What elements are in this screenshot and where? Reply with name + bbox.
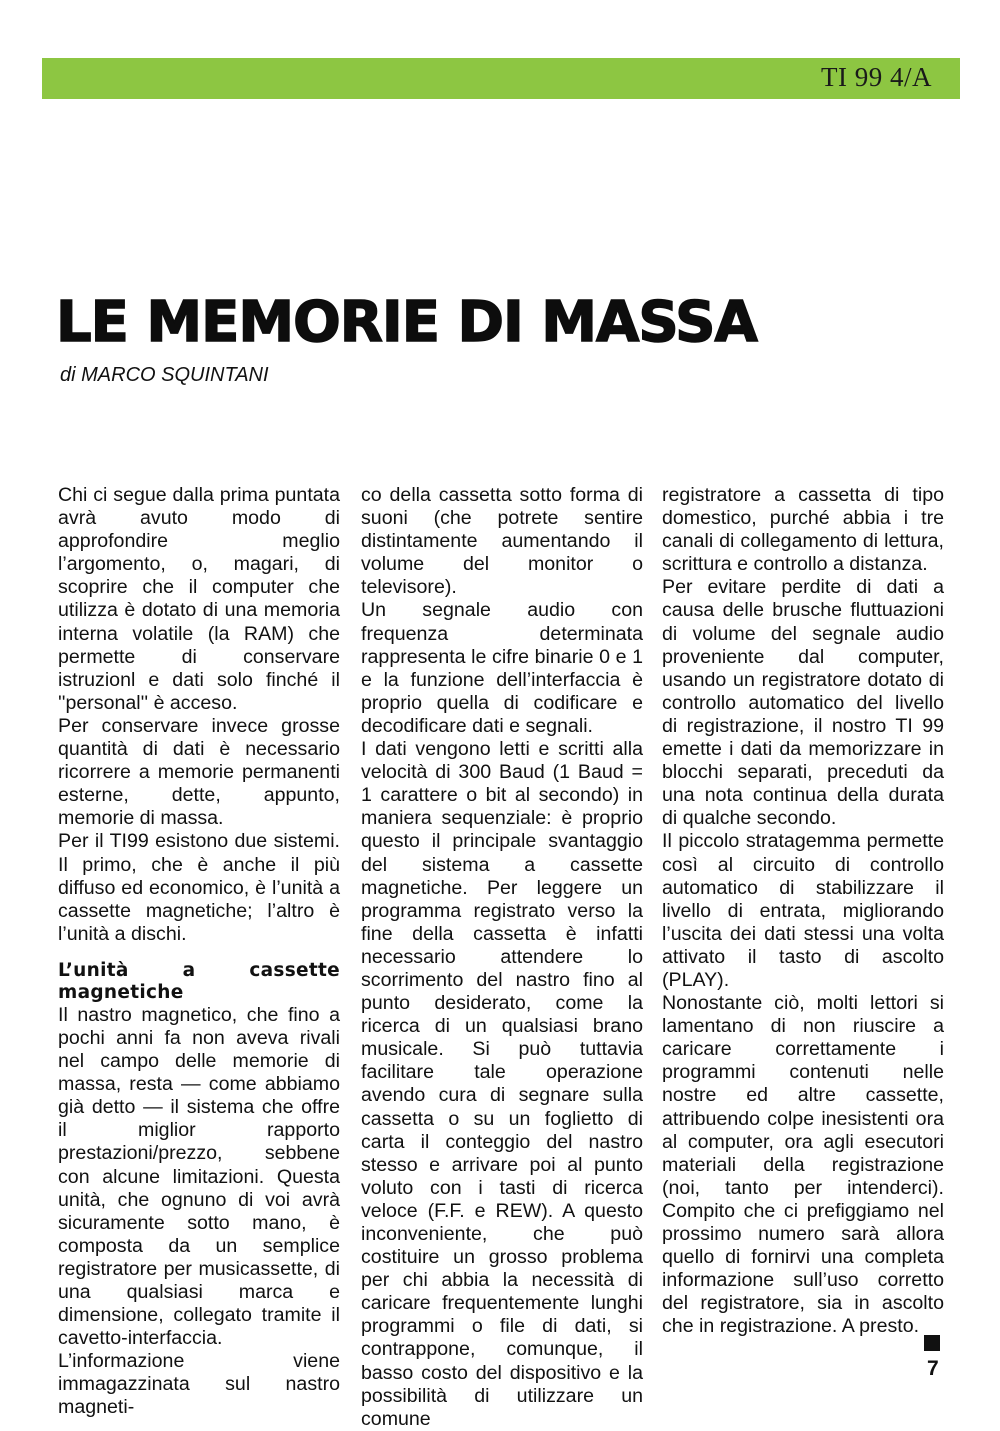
end-of-article-marker — [924, 1335, 940, 1351]
text-column-1 — [58, 484, 340, 1420]
header-band — [42, 58, 960, 99]
paragraph: Chi ci segue dalla prima puntata avrà avuto modo di approfondire meglio l’argomento, o, magari, di scoprire che il computer che utilizza è dotato di una memoria interna volatile (la RAM) che permette di conservare istruzionl e dati solo finché il ''personal'' è acceso. — [58, 484, 340, 714]
paragraph: I dati vengono letti e scritti alla velocità di 300 Baud (1 Baud = 1 carattere o bit al secondo) in maniera sequenziale: è proprio questo il principale svantaggio del sistema a cassette magnetiche. Per leggere un programma registrato verso la fine della cassetta è infatti necessario attendere lo scorrimento del nastro fino al punto desiderato, come la ricerca di un qualsiasi brano musicale. Si può tuttavia facilitare tale operazione avendo cura di segnare sulla cassetta o su un foglietto di carta il conteggio del nastro stesso e arrivare poi al punto voluto con i tasti di ricerca veloce (F.F. e REW). A questo inconveniente, che può costituire un grosso problema per chi abbia la necessità di caricare frequentemente lunghi programmi o file di dati, si contrappone, comunque, il basso costo del dispositivo e la possibilità di utilizzare un comune — [361, 738, 643, 1430]
paragraph: Nonostante ciò, molti lettori si lamentano di non riuscire a caricare correttamente i programmi contenuti nelle nostre ed altre cassette, attribuendo colpe inesistenti ora al computer, ora agli esecutori materiali della registrazione (noi, tanto per intenderci). Compito che ci prefiggiamo nel prossimo numero sarà allora quello di fornirvi una completa informazione sull’uso corretto del registratore, sia in ascolto che in registrazione. A presto. — [662, 992, 944, 1338]
article-byline: di MARCO SQUINTANI — [60, 364, 269, 386]
paragraph: Per conservare invece grosse quantità di dati è necessario ricorrere a memorie permanenti esterne, dette, appunto, memorie di massa. — [58, 714, 340, 830]
text-column-3 — [662, 484, 944, 1338]
paragraph: Il piccolo stratagemma permette così al circuito di controllo automatico di stabilizzare il livello di entrata, migliorando l’uscita dei dati stessi una volta attivato il tasto di ascolto (PLAY). — [662, 830, 944, 991]
paragraph: Per evitare perdite di dati a causa delle brusche fluttuazioni di volume del segnale audio proveniente dal computer, usando un registratore dotato di controllo automatico del livello di registrazione, il nostro TI 99 emette i dati da memorizzare in blocchi separati, preceduti da una nota continua della durata di qualche secondo. — [662, 576, 944, 830]
paragraph: co della cassetta sotto forma di suoni (che potrete sentire distintamente aumentando il volume del monitor o televisore). — [361, 484, 643, 599]
header-label: TI 99 4/A — [821, 62, 932, 92]
paragraph: registratore a cassetta di tipo domestico, purché abbia i tre canali di collegamento di lettura, scrittura e controllo a distanza. — [662, 484, 944, 576]
paragraph: Un segnale audio con frequenza determinata rappresenta le cifre binarie 0 e 1 e la funzione dell’interfaccia è proprio quella di codificare e decodificare dati e segnali. — [361, 599, 643, 737]
paragraph: Per il TI99 esistono due sistemi. Il primo, che è anche il più diffuso ed economico, è l’unità a cassette magnetiche; l’altro è l’unità a dischi. — [58, 830, 340, 945]
paragraph: L’informazione viene immagazzinata sul nastro magneti- — [58, 1350, 340, 1419]
section-subheading: L’unità a cassette magnetiche — [58, 959, 340, 1003]
article-title: LE MEMORIE DI MASSA — [56, 290, 757, 355]
page-number: 7 — [927, 1357, 939, 1380]
text-column-2 — [361, 484, 643, 1431]
paragraph: Il nastro magnetico, che fino a pochi anni fa non aveva rivali nel campo delle memorie di massa, resta — come abbiamo già detto — il sistema che offre il miglior rapporto prestazioni/prezzo, sebbene con alcune limitazioni. Questa unità, che ognuno di voi avrà sicuramente sotto mano, è composta da un semplice registratore per musicassette, di una qualsiasi marca e dimensione, collegato tramite il cavetto-interfaccia. — [58, 1003, 340, 1350]
